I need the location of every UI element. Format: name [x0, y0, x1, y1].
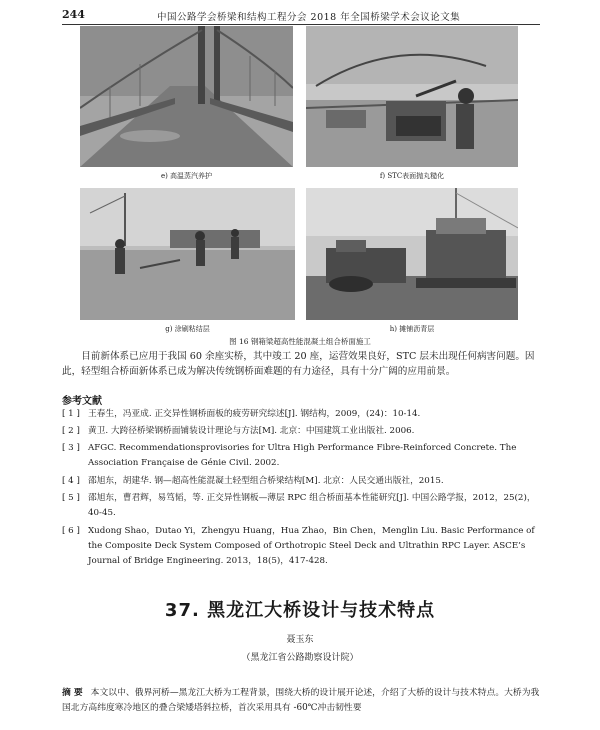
reference-number: [ 6 ]: [62, 526, 80, 536]
running-header: [62, 8, 540, 25]
photo-shot-blasting: [306, 26, 518, 167]
reference-item: [62, 474, 540, 489]
caption-f: f) STC表面抛丸糙化: [379, 172, 445, 180]
reference-number: [ 4 ]: [62, 476, 80, 486]
page-number: 244: [62, 8, 85, 21]
photo-steam-curing: [80, 26, 293, 167]
photo-asphalt-paving: [306, 188, 518, 320]
references-heading: 参考文献: [62, 396, 102, 407]
reference-number: [ 1 ]: [62, 409, 80, 419]
caption-e: e) 高温蒸汽养护: [160, 172, 213, 180]
reference-text: Xudong Shao，Dutao Yi，Zhengyu Huang，Hua Zhao，Bin Chen，Menglin Liu. Basic Performance of the Composite Deck System Composed of Orthotropic Steel Deck and Ultrathin RPC Layer. ASCE’s Journal of Bridge Engineering. 2013，18(5)，417-428.: [88, 526, 535, 566]
abstract: [62, 686, 540, 716]
reference-text: AFGC. Recommendationsprovisories for Ultra High Performance Fibre-Reinforced Concrete. The Association Française de Génie Civil. 2002.: [88, 443, 517, 468]
reference-number: [ 5 ]: [62, 493, 80, 503]
caption-g: g) 涂刷粘结层: [165, 325, 210, 333]
reference-number: [ 3 ]: [62, 443, 80, 453]
paragraph-text: 目前新体系已应用于我国 60 余座实桥，其中竣工 20 座，运营效果良好，STC 层未出现任何病害问题。因此，轻型组合桥面新体系已成为解决传统钢桥面难题的有力途径，具有十分广阔的应用前景。: [62, 351, 535, 377]
reference-item: [62, 491, 540, 521]
abstract-text: 本文以中、俄界河桥—黑龙江大桥为工程背景，围绕大桥的设计展开论述，介绍了大桥的设计与技术特点。大桥为我国北方高纬度寒冷地区的叠合梁矮塔斜拉桥，首次采用具有 -60℃冲击韧性要: [62, 688, 540, 713]
abstract-label: 摘 要: [62, 688, 83, 698]
body-paragraph: [62, 349, 540, 379]
reference-text: 邵旭东，曹君辉，易笃韬，等. 正交异性钢板—薄层 RPC 组合桥面基本性能研究[J]. 中国公路学报，2012，25(2)，40-45.: [88, 493, 536, 518]
reference-item: [62, 524, 540, 569]
figure-caption: 图 16 钢箱梁超高性能混凝土组合桥面施工: [229, 337, 371, 346]
reference-text: 王春生，冯亚成. 正交异性钢桥面板的疲劳研究综述[J]. 钢结构，2009，(24)：10-14.: [88, 409, 421, 419]
reference-item: [62, 424, 540, 439]
article-author: 聂玉东: [286, 635, 314, 645]
reference-text: 黄卫. 大跨径桥梁钢桥面铺装设计理论与方法[M]. 北京：中国建筑工业出版社. 2006.: [88, 426, 415, 436]
reference-text: 邵旭东，胡建华. 钢—超高性能混凝土轻型组合桥梁结构[M]. 北京：人民交通出版社，2015.: [88, 476, 444, 486]
reference-item: [62, 407, 540, 422]
reference-number: [ 2 ]: [62, 426, 80, 436]
photo-bonding-layer: [80, 188, 295, 320]
caption-h: h) 摊铺沥青层: [389, 325, 435, 333]
article-affiliation: （黑龙江省公路勘察设计院）: [241, 653, 359, 663]
reference-item: [62, 441, 540, 471]
article-title: 37. 黑龙江大桥设计与技术特点: [164, 600, 436, 621]
running-title: 中国公路学会桥梁和结构工程分会 2018 年全国桥梁学术会议论文集: [157, 12, 461, 23]
